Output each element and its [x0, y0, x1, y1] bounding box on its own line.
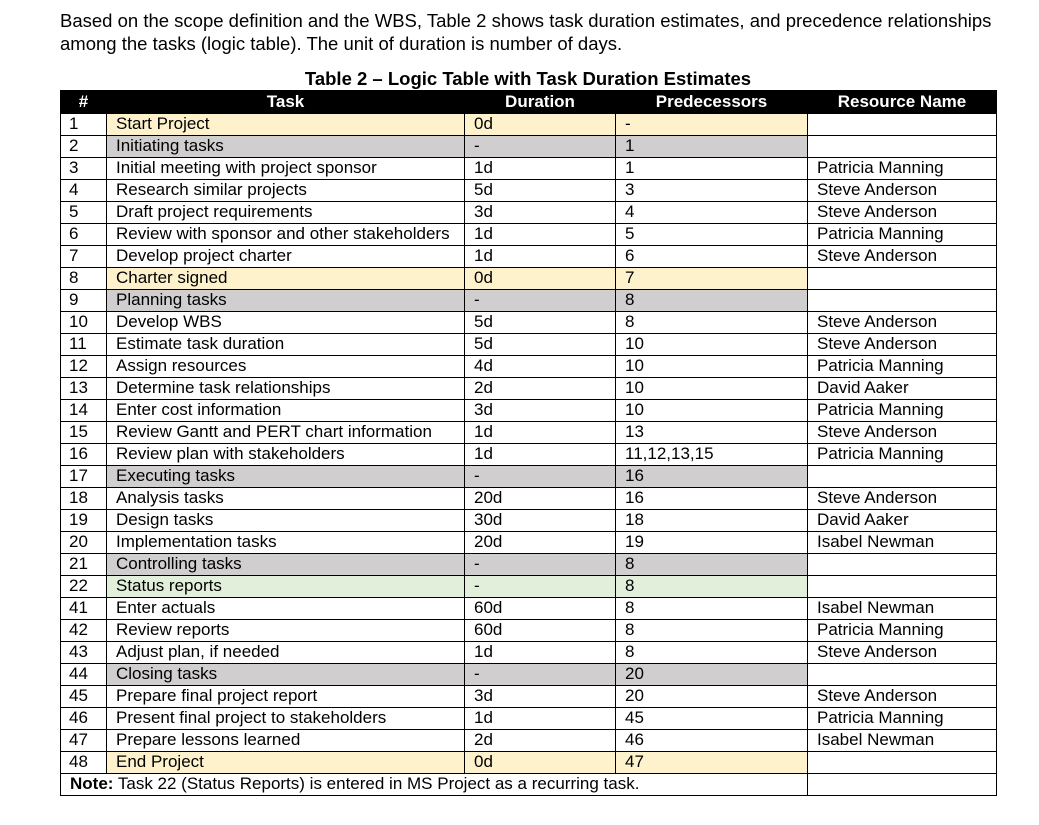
- cell-num: 42: [61, 620, 107, 642]
- cell-num: 8: [61, 268, 107, 290]
- cell-predecessors: 3: [616, 180, 808, 202]
- header-duration: Duration: [465, 91, 616, 114]
- cell-duration: 20d: [465, 488, 616, 510]
- table-caption: Table 2 – Logic Table with Task Duration Estimates: [304, 68, 752, 89]
- cell-num: 45: [61, 686, 107, 708]
- table-row: [61, 180, 997, 202]
- cell-num: 5: [61, 202, 107, 224]
- cell-num: 41: [61, 598, 107, 620]
- cell-num: 18: [61, 488, 107, 510]
- note-text: Task 22 (Status Reports) is entered in MS Project as a recurring task.: [113, 774, 640, 793]
- table-row: [61, 730, 997, 752]
- cell-duration: 0d: [465, 268, 616, 290]
- cell-resource: [808, 554, 997, 576]
- cell-predecessors: 16: [616, 488, 808, 510]
- cell-duration: 3d: [465, 686, 616, 708]
- cell-predecessors: -: [616, 114, 808, 136]
- cell-duration: -: [465, 290, 616, 312]
- cell-predecessors: 47: [616, 752, 808, 774]
- table-row: [61, 378, 997, 400]
- cell-task: Initiating tasks: [107, 136, 465, 158]
- cell-duration: 0d: [465, 752, 616, 774]
- logic-table: [60, 90, 997, 796]
- note-empty-cell: [808, 774, 997, 796]
- cell-task: Review Gantt and PERT chart information: [107, 422, 465, 444]
- cell-task: End Project: [107, 752, 465, 774]
- cell-task: Controlling tasks: [107, 554, 465, 576]
- cell-resource: Steve Anderson: [808, 246, 997, 268]
- cell-task: Status reports: [107, 576, 465, 598]
- cell-predecessors: 13: [616, 422, 808, 444]
- cell-duration: 30d: [465, 510, 616, 532]
- cell-task: Closing tasks: [107, 664, 465, 686]
- cell-predecessors: 4: [616, 202, 808, 224]
- header-task: Task: [107, 91, 465, 114]
- cell-predecessors: 7: [616, 268, 808, 290]
- cell-num: 10: [61, 312, 107, 334]
- cell-predecessors: 11,12,13,15: [616, 444, 808, 466]
- cell-predecessors: 46: [616, 730, 808, 752]
- cell-duration: 1d: [465, 224, 616, 246]
- cell-resource: Steve Anderson: [808, 180, 997, 202]
- cell-resource: Patricia Manning: [808, 444, 997, 466]
- cell-predecessors: 20: [616, 664, 808, 686]
- cell-task: Draft project requirements: [107, 202, 465, 224]
- table-row: [61, 642, 997, 664]
- cell-resource: [808, 752, 997, 774]
- cell-task: Planning tasks: [107, 290, 465, 312]
- cell-task: Enter cost information: [107, 400, 465, 422]
- cell-duration: 1d: [465, 158, 616, 180]
- cell-num: 16: [61, 444, 107, 466]
- note-cell: [61, 774, 808, 796]
- cell-duration: -: [465, 466, 616, 488]
- cell-num: 44: [61, 664, 107, 686]
- cell-duration: 5d: [465, 334, 616, 356]
- cell-resource: [808, 114, 997, 136]
- cell-predecessors: 10: [616, 334, 808, 356]
- table-row: [61, 686, 997, 708]
- cell-task: Executing tasks: [107, 466, 465, 488]
- cell-task: Develop WBS: [107, 312, 465, 334]
- cell-task: Prepare lessons learned: [107, 730, 465, 752]
- cell-duration: 2d: [465, 730, 616, 752]
- cell-resource: David Aaker: [808, 378, 997, 400]
- cell-resource: [808, 664, 997, 686]
- cell-resource: [808, 576, 997, 598]
- cell-resource: Isabel Newman: [808, 730, 997, 752]
- table-row: [61, 400, 997, 422]
- table-row: [61, 576, 997, 598]
- cell-num: 47: [61, 730, 107, 752]
- table-row: [61, 268, 997, 290]
- table-body: [61, 114, 997, 774]
- table-row: [61, 246, 997, 268]
- cell-num: 46: [61, 708, 107, 730]
- cell-task: Present final project to stakeholders: [107, 708, 465, 730]
- cell-predecessors: 45: [616, 708, 808, 730]
- cell-predecessors: 8: [616, 620, 808, 642]
- cell-num: 19: [61, 510, 107, 532]
- cell-predecessors: 10: [616, 356, 808, 378]
- cell-predecessors: 8: [616, 576, 808, 598]
- cell-resource: Steve Anderson: [808, 312, 997, 334]
- cell-predecessors: 8: [616, 554, 808, 576]
- cell-resource: Patricia Manning: [808, 224, 997, 246]
- cell-duration: 60d: [465, 620, 616, 642]
- cell-task: Initial meeting with project sponsor: [107, 158, 465, 180]
- cell-num: 9: [61, 290, 107, 312]
- cell-predecessors: 5: [616, 224, 808, 246]
- cell-task: Research similar projects: [107, 180, 465, 202]
- table-row: [61, 114, 997, 136]
- cell-num: 14: [61, 400, 107, 422]
- cell-task: Adjust plan, if needed: [107, 642, 465, 664]
- cell-resource: Steve Anderson: [808, 488, 997, 510]
- table-row: [61, 532, 997, 554]
- cell-resource: [808, 290, 997, 312]
- table-row: [61, 708, 997, 730]
- cell-duration: 4d: [465, 356, 616, 378]
- cell-task: Review with sponsor and other stakeholders: [107, 224, 465, 246]
- cell-resource: [808, 136, 997, 158]
- cell-resource: Steve Anderson: [808, 686, 997, 708]
- cell-resource: Steve Anderson: [808, 202, 997, 224]
- intro-paragraph: Based on the scope definition and the WBS, Table 2 shows task duration estimates, and precedence relationships among the tasks (logic table). The unit of duration is number of days.: [60, 10, 992, 54]
- cell-predecessors: 8: [616, 290, 808, 312]
- note-row: [61, 774, 997, 796]
- cell-resource: Patricia Manning: [808, 400, 997, 422]
- table-row: [61, 290, 997, 312]
- table-row: [61, 466, 997, 488]
- cell-task: Analysis tasks: [107, 488, 465, 510]
- header-predecessors: Predecessors: [616, 91, 808, 114]
- table-row: [61, 422, 997, 444]
- cell-resource: Steve Anderson: [808, 642, 997, 664]
- note-label: Note:: [70, 774, 114, 793]
- cell-task: Estimate task duration: [107, 334, 465, 356]
- table-row: [61, 488, 997, 510]
- cell-resource: Patricia Manning: [808, 708, 997, 730]
- cell-duration: -: [465, 136, 616, 158]
- cell-predecessors: 20: [616, 686, 808, 708]
- cell-task: Design tasks: [107, 510, 465, 532]
- cell-task: Start Project: [107, 114, 465, 136]
- cell-task: Enter actuals: [107, 598, 465, 620]
- header-resource: Resource Name: [808, 91, 997, 114]
- cell-num: 13: [61, 378, 107, 400]
- cell-predecessors: 10: [616, 378, 808, 400]
- cell-resource: Patricia Manning: [808, 356, 997, 378]
- table-row: [61, 136, 997, 158]
- cell-duration: 1d: [465, 444, 616, 466]
- header-num: #: [61, 91, 107, 114]
- cell-task: Develop project charter: [107, 246, 465, 268]
- cell-duration: 60d: [465, 598, 616, 620]
- cell-num: 2: [61, 136, 107, 158]
- cell-predecessors: 1: [616, 158, 808, 180]
- cell-duration: 0d: [465, 114, 616, 136]
- cell-resource: Steve Anderson: [808, 422, 997, 444]
- cell-duration: 1d: [465, 642, 616, 664]
- cell-predecessors: 18: [616, 510, 808, 532]
- cell-num: 7: [61, 246, 107, 268]
- cell-num: 48: [61, 752, 107, 774]
- cell-predecessors: 19: [616, 532, 808, 554]
- cell-resource: Patricia Manning: [808, 620, 997, 642]
- cell-num: 22: [61, 576, 107, 598]
- cell-resource: Patricia Manning: [808, 158, 997, 180]
- cell-num: 11: [61, 334, 107, 356]
- cell-num: 3: [61, 158, 107, 180]
- table-row: [61, 202, 997, 224]
- cell-predecessors: 8: [616, 598, 808, 620]
- cell-predecessors: 10: [616, 400, 808, 422]
- cell-num: 20: [61, 532, 107, 554]
- cell-num: 21: [61, 554, 107, 576]
- cell-duration: 1d: [465, 708, 616, 730]
- header-row: [61, 91, 997, 114]
- cell-duration: 3d: [465, 400, 616, 422]
- cell-duration: -: [465, 664, 616, 686]
- cell-duration: 1d: [465, 422, 616, 444]
- cell-num: 4: [61, 180, 107, 202]
- table-row: [61, 664, 997, 686]
- cell-num: 1: [61, 114, 107, 136]
- cell-predecessors: 1: [616, 136, 808, 158]
- table-row: [61, 356, 997, 378]
- cell-resource: David Aaker: [808, 510, 997, 532]
- cell-duration: 5d: [465, 180, 616, 202]
- cell-resource: Isabel Newman: [808, 532, 997, 554]
- table-row: [61, 158, 997, 180]
- table-row: [61, 334, 997, 356]
- cell-duration: -: [465, 554, 616, 576]
- cell-task: Assign resources: [107, 356, 465, 378]
- table-row: [61, 224, 997, 246]
- cell-predecessors: 8: [616, 642, 808, 664]
- cell-task: Determine task relationships: [107, 378, 465, 400]
- cell-predecessors: 8: [616, 312, 808, 334]
- cell-duration: 5d: [465, 312, 616, 334]
- table-row: [61, 312, 997, 334]
- table-row: [61, 752, 997, 774]
- cell-duration: -: [465, 576, 616, 598]
- cell-predecessors: 16: [616, 466, 808, 488]
- table-row: [61, 620, 997, 642]
- cell-duration: 2d: [465, 378, 616, 400]
- table-row: [61, 554, 997, 576]
- table-row: [61, 510, 997, 532]
- cell-resource: [808, 466, 997, 488]
- cell-predecessors: 6: [616, 246, 808, 268]
- cell-num: 12: [61, 356, 107, 378]
- cell-num: 15: [61, 422, 107, 444]
- table-row: [61, 444, 997, 466]
- cell-duration: 1d: [465, 246, 616, 268]
- cell-num: 6: [61, 224, 107, 246]
- table-row: [61, 598, 997, 620]
- cell-resource: Isabel Newman: [808, 598, 997, 620]
- cell-resource: [808, 268, 997, 290]
- cell-task: Review plan with stakeholders: [107, 444, 465, 466]
- cell-num: 17: [61, 466, 107, 488]
- cell-duration: 20d: [465, 532, 616, 554]
- cell-task: Prepare final project report: [107, 686, 465, 708]
- cell-num: 43: [61, 642, 107, 664]
- cell-task: Charter signed: [107, 268, 465, 290]
- cell-resource: Steve Anderson: [808, 334, 997, 356]
- cell-task: Implementation tasks: [107, 532, 465, 554]
- cell-duration: 3d: [465, 202, 616, 224]
- cell-task: Review reports: [107, 620, 465, 642]
